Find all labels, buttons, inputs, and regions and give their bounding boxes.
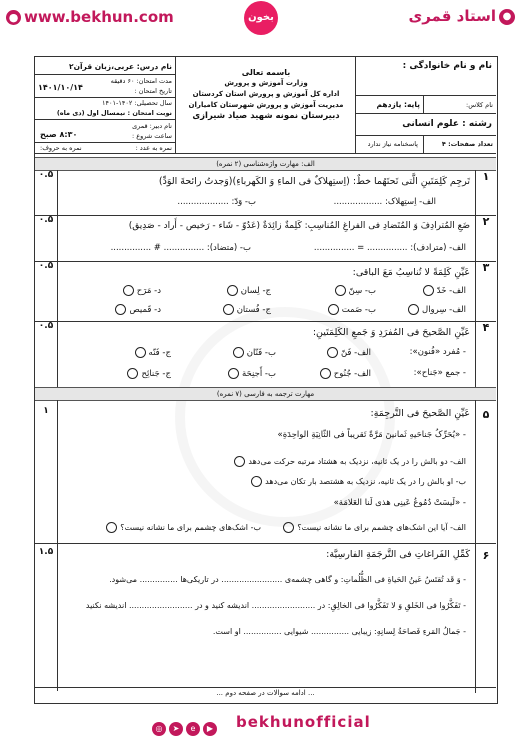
option-circle[interactable] — [283, 522, 294, 533]
continue-note: ... ادامه سوالات در صفحه دوم ... — [216, 689, 315, 697]
question-1 — [35, 170, 496, 216]
student-info — [355, 57, 496, 153]
option-circle[interactable] — [115, 304, 126, 315]
option[interactable]: ب- صَمت — [328, 304, 376, 315]
option[interactable]: الف- خَدّ — [423, 285, 466, 296]
sentence-1: - «یُحَرِّکُ جَناحَیهِ ثَمانینَ مَرَّةً تَقریباً فی الثّانِیَةِ الواحِدَةِ» — [277, 430, 466, 440]
question-4 — [35, 321, 496, 388]
pages-label: تعداد صفحات: ۴ — [441, 140, 493, 148]
answer-b: ب- (متضاد): ............... # ............... — [110, 243, 251, 253]
answer-a: الف- اِستِهلاک: .................. — [333, 197, 436, 207]
score-letters-label: نمره به حروف: — [40, 144, 82, 152]
globe-icon: ● — [6, 10, 21, 25]
telegram-icon[interactable]: ➤ — [169, 722, 183, 736]
grade-label: پایه: یازدهم — [376, 100, 420, 109]
instagram-icon[interactable]: ◎ — [152, 722, 166, 736]
question-score: ۱.۵ — [35, 543, 58, 691]
school-name: دبیرستان نمونه شهید صیاد شیرازی — [192, 111, 340, 121]
answer-a: الف- (مترادف): ............... = ............... — [313, 243, 466, 253]
exam-date: ۱۴۰۱/۱۰/۱۴ — [38, 83, 83, 92]
bekhun-logo: بخون — [244, 1, 278, 35]
social-handle[interactable]: bekhunofficial — [236, 713, 371, 731]
start-label: ساعت شروع : — [131, 132, 172, 140]
option-circle[interactable] — [335, 285, 346, 296]
turn-label: نوبت امتحان : نیمسال اول (دی ماه) — [56, 109, 172, 117]
exam-header — [35, 57, 496, 154]
option[interactable]: الف- جُنُوح — [320, 368, 371, 379]
question-score: ۰.۵ — [35, 215, 58, 261]
option-circle[interactable] — [408, 304, 419, 315]
question-score: ۰.۵ — [35, 170, 58, 215]
option-circle[interactable] — [251, 476, 262, 487]
exam-info — [35, 57, 176, 153]
teacher-name: ●استاد قمری — [408, 7, 515, 25]
option-circle[interactable] — [320, 368, 331, 379]
school-info: باسمه تعالی وزارت آموزش و پرورش اداره کل آموزش و پرورش استان کردستان مدیریت آموزش و پرورش شهرستان کامیاران دبیرستان نمونه شهید صیاد شیرازی — [175, 57, 356, 153]
duration-label: مدت امتحان: ۶۰ دقیقه — [110, 77, 172, 85]
question-6 — [35, 543, 496, 688]
option[interactable]: الف- فَنّ — [327, 347, 371, 358]
score-number-label: نمره به عدد : — [135, 144, 172, 152]
question-2 — [35, 215, 496, 262]
option[interactable]: الف- دو بالش را در یک ثانیه، نزدیک به هشتاد مرتبه حرکت می‌دهد — [234, 456, 466, 467]
exam-date-label: تاریخ امتحان : — [134, 87, 172, 95]
fill-line-3: - جَمالُ المَرءِ فَصاحَةُ لِسانِهِ: زیبایی ............... شیوایی ............... او است. — [212, 627, 466, 636]
option-circle[interactable] — [123, 285, 134, 296]
sentence-2: - «لَیسَتْ دُمُوعُ عَینِی هذی لَنا العَلامَة» — [333, 498, 466, 508]
fill-line-2: - تَفَکَّرُوا فی الخَلقِ وَ لا تَفَکَّرُوا فی الخالِقِ: در ......................... اندیشه کنید و در ......................... اندیشه نکنید — [85, 601, 466, 610]
section-vocab-header: الف: مهارت واژه‌شناسی (۲ نمره) — [35, 157, 496, 171]
option-circle[interactable] — [327, 347, 338, 358]
teacher-label: نام دبیر: قمری — [132, 122, 172, 130]
option[interactable]: ج- جَنائِح — [127, 368, 171, 379]
option[interactable]: ج- لِسان — [227, 285, 271, 296]
site-url[interactable]: ● www.bekhun.com — [6, 8, 174, 26]
question-text: تَرجِم کَلِمَتَینِ الَّتی تَحتَهُما خطٌ: (اِستِهلاکٌ فی الماءِ وَ الکَهرباءِ)(وَجدتُ رائحةَ الوَدِّ) — [158, 176, 470, 187]
option[interactable]: ب- أَجنِحَة — [228, 368, 276, 379]
option[interactable]: د- مَرَح — [123, 285, 161, 296]
question-number: ۳ — [475, 261, 496, 321]
question-text: عَیِّنِ کَلِمَةً لا تُناسِبُ مَعَ الباقی: — [352, 267, 470, 278]
option-circle[interactable] — [423, 285, 434, 296]
option-circle[interactable] — [223, 304, 234, 315]
option-circle[interactable] — [328, 304, 339, 315]
question-3 — [35, 261, 496, 322]
question-score: ۰.۵ — [35, 261, 58, 321]
social-footer — [0, 708, 523, 740]
question-text: ضَعِ المُترادِفَ وَ المُتَضادِ فی الفراغِ المُناسِبِ: کَلِمةٌ زائِدَةٌ (عَدُوّ - شَاء - رَخيص - أَراد - صَدِیق) — [128, 221, 470, 231]
field-label: رشته : علوم انسانی — [402, 119, 492, 129]
eitaa-icon[interactable]: e — [186, 722, 200, 736]
person-icon: ● — [499, 9, 515, 25]
option[interactable]: الف- سِروال — [408, 304, 466, 315]
subject-label: نام درس: عربی،زبان قرآن۲ — [69, 62, 172, 71]
question-number: ۱ — [475, 170, 496, 215]
singular-label: - مُفرد «فُنون»: — [409, 347, 466, 357]
question-5 — [35, 400, 496, 544]
option[interactable]: ج- فُستان — [223, 304, 271, 315]
option-circle[interactable] — [234, 456, 245, 467]
social-icons — [152, 716, 220, 736]
option-circle[interactable] — [227, 285, 238, 296]
question-number: ۵ — [475, 400, 496, 551]
option[interactable]: د- قَمیص — [115, 304, 161, 315]
option[interactable]: ب- فَنّان — [233, 347, 276, 358]
option[interactable]: ب- سِنّ — [335, 285, 376, 296]
question-text: کَمِّلِ الفَراغاتِ فی التَّرجَمَةِ الفارسِیَّة: — [326, 549, 470, 560]
option-circle[interactable] — [127, 368, 138, 379]
student-name-label: نام و نام خانوادگی : — [402, 61, 492, 71]
top-banner — [0, 0, 523, 37]
question-text: عَیِّنِ الصَّحیحَ فی المُفرَدِ وَ جَمعِ الکَلِمَتَینِ: — [312, 327, 470, 338]
option-circle[interactable] — [233, 347, 244, 358]
question-text: عَیِّنِ الصَّحیحَ فی التَّرجِمَةِ: — [370, 408, 470, 419]
option-circle[interactable] — [106, 522, 117, 533]
question-number: ۴ — [475, 321, 496, 387]
option[interactable]: ج- فَنّه — [135, 347, 171, 358]
option-circle[interactable] — [135, 347, 146, 358]
year-label: سال تحصیلی: ۱۴۰۲-۱۴۰۱ — [102, 99, 172, 107]
question-score: ۱ — [35, 400, 58, 549]
question-score: ۰.۵ — [35, 321, 58, 387]
answer-b: ب- وَدّ: ................... — [177, 197, 256, 207]
option[interactable]: ب- او بالش را در یک ثانیه، نزدیک به هشتصد بار تکان می‌دهد — [251, 476, 466, 487]
plural-label: - جمع «جَناح»: — [413, 368, 466, 378]
question-number: ۶ — [475, 543, 496, 693]
answersheet-label: پاسخنامه نیاز ندارد — [367, 140, 418, 148]
start-time: ۸:۳۰ صبح — [40, 130, 78, 139]
option[interactable]: الف- آیا این اشک‌های چشمم برای ما نشانه نیست؟ — [283, 522, 466, 533]
option[interactable]: ب- اشک‌های چشمم برای ما نشانه نیست؟ — [106, 522, 261, 533]
section-translation-header: مهارت ترجمه به فارسی (۷ نمره) — [35, 387, 496, 401]
basmala: باسمه تعالی — [241, 68, 291, 77]
fill-line-1: - وَ قَد تُقتَسُ عَینُ الحَیاةِ فی الظُّلُماتِ: و گاهی چشمه‌ی ........................ در تاریکی‌ها ............... می‌شود. — [109, 575, 466, 584]
play-icon[interactable]: ▶ — [203, 722, 217, 736]
class-label: نام کلاس: — [466, 101, 493, 109]
question-number: ۲ — [475, 215, 496, 261]
option-circle[interactable] — [228, 368, 239, 379]
exam-paper — [34, 56, 498, 704]
